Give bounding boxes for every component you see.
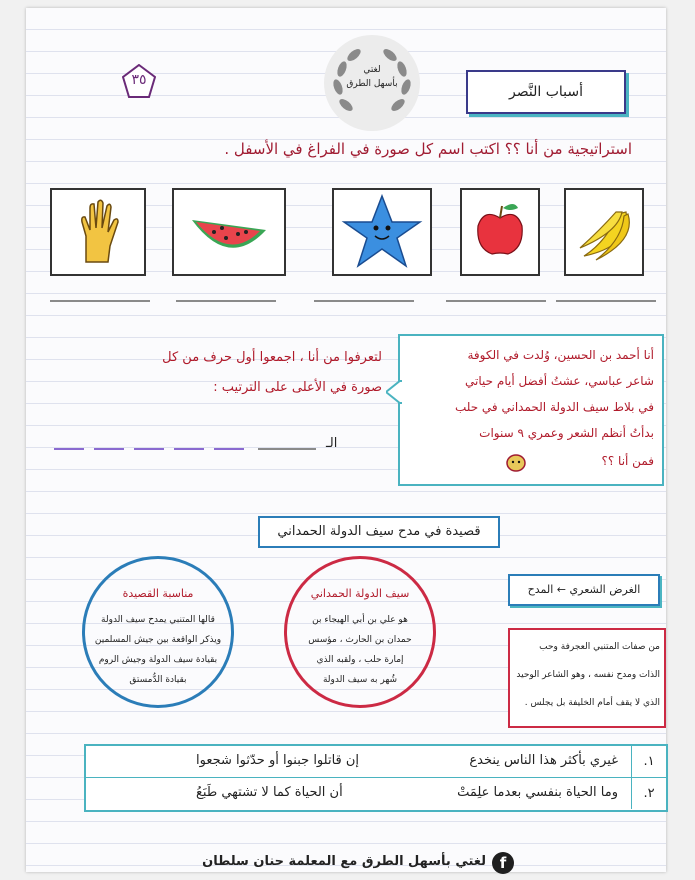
- clue-line-4: بدأتُ أنظم الشعر وعمري ٩ سنوات: [479, 426, 654, 440]
- verse-row: [86, 778, 666, 809]
- clue-line-1: أنا أحمد بن الحسين، وُلدت في الكوفة: [467, 348, 654, 362]
- occasion-line-3: بقيادة سيف الدولة وجيش الروم: [98, 655, 218, 665]
- verses-table: [84, 744, 668, 812]
- answer-prefix: الـ: [326, 436, 338, 451]
- letter-dash-1[interactable]: [54, 448, 84, 450]
- poetic-purpose: الغرض الشعري ← المدح: [527, 583, 641, 596]
- lesson-title-box: [466, 70, 626, 114]
- verse-second-half: إن قاتلوا جبنوا أو حدّثوا شجعوا: [196, 753, 360, 768]
- page-number: ٣٥: [131, 72, 147, 88]
- mutanabbi-traits-note: [508, 628, 666, 728]
- seal-line1: لغتي: [363, 65, 381, 75]
- footer: [26, 850, 666, 876]
- verse-second-half: أن الحياة كما لا تشتهي طَبَعُ: [196, 785, 343, 800]
- verse-first-half: غيري بأكثر هذا الناس ينخدع: [469, 753, 618, 768]
- worksheet-page: [26, 8, 666, 872]
- saif-line-1: هو علي بن أبي الهيجاء بن: [312, 615, 408, 625]
- lesson-title: أسباب النَّصر: [509, 84, 583, 100]
- poetic-purpose-box: [508, 574, 660, 606]
- saif-line-2: حمدان بن الحارث ، مؤسس: [308, 635, 412, 645]
- verse-first-half: وما الحياة بنفسي بعدما علِمَتْ: [457, 785, 618, 800]
- answer-line-5[interactable]: [556, 300, 656, 302]
- banana-icon: [566, 190, 642, 274]
- occasion-line-2: ويذكر الواقعة بين جيش المسلمين: [94, 635, 222, 645]
- watermelon-picture: [172, 188, 286, 276]
- star-picture: [332, 188, 432, 276]
- letter-dash-5[interactable]: [214, 448, 244, 450]
- note-line-2: الذات ومدح نفسه ، وهو الشاعر الوحيد: [516, 670, 660, 680]
- saif-line-3: إمارة حلب ، ولقبه الذي: [316, 655, 404, 665]
- occasion-line-4: بقيادة الدُّمستق: [129, 675, 187, 685]
- logo-seal: [324, 35, 420, 131]
- question-line-1: لتعرفوا من أنا ، اجمعوا أول حرف من كل: [162, 350, 382, 365]
- question-line-2: صورة في الأعلى على الترتيب :: [213, 380, 382, 395]
- seal-line2: بأسهل الطرق: [346, 79, 398, 89]
- clue-line-3: في بلاط سيف الدولة الحمداني في حلب: [454, 400, 654, 414]
- who-am-i-clue-box: [398, 334, 664, 486]
- footer-text: لغتي بأسهل الطرق مع المعلمة حنان سلطان: [202, 854, 486, 869]
- letter-dash-4[interactable]: [174, 448, 204, 450]
- hand-icon: [52, 190, 144, 274]
- note-line-3: الذي لا يقف أمام الخليفة بل يجلس .: [524, 698, 660, 708]
- occasion-title: مناسبة القصيدة: [122, 587, 194, 600]
- clue-line-5: فمن أنا ؟؟: [601, 454, 654, 468]
- occasion-line-1: قالها المتنبي يمدح سيف الدولة: [101, 615, 215, 625]
- answer-line-4[interactable]: [446, 300, 546, 302]
- thinking-face-icon: [506, 454, 526, 472]
- star-icon: [334, 190, 430, 274]
- answer-blank[interactable]: [258, 448, 316, 450]
- apple-icon: [462, 190, 538, 274]
- watermelon-icon: [174, 190, 284, 274]
- verse-number: ١.: [631, 746, 666, 777]
- poem-title: قصيدة في مدح سيف الدولة الحمداني: [277, 524, 481, 539]
- answer-line-2[interactable]: [176, 300, 276, 302]
- page-number-badge: [122, 64, 156, 98]
- letter-dash-3[interactable]: [134, 448, 164, 450]
- apple-picture: [460, 188, 540, 276]
- note-line-1: من صفات المتنبي العجرفة وحب: [539, 642, 660, 652]
- saif-title: سيف الدولة الحمداني: [310, 587, 410, 600]
- facebook-icon[interactable]: f: [492, 852, 514, 874]
- hand-picture: [50, 188, 146, 276]
- saif-aldawla-circle: [284, 556, 436, 708]
- letter-dash-2[interactable]: [94, 448, 124, 450]
- answer-line-1[interactable]: [50, 300, 150, 302]
- clue-line-2: شاعر عباسي، عشتُ أفضل أيام حياتي: [465, 374, 654, 388]
- poem-title-box: [258, 516, 500, 548]
- verse-number: ٢.: [631, 778, 666, 809]
- instruction-text: استراتيجية من أنا ؟؟ اكتب اسم كل صورة في الفراغ في الأسفل .: [224, 140, 632, 158]
- verse-row: [86, 746, 666, 778]
- saif-line-4: شُهر به سيف الدولة: [322, 675, 398, 685]
- occasion-circle: [82, 556, 234, 708]
- answer-line-3[interactable]: [314, 300, 414, 302]
- banana-picture: [564, 188, 644, 276]
